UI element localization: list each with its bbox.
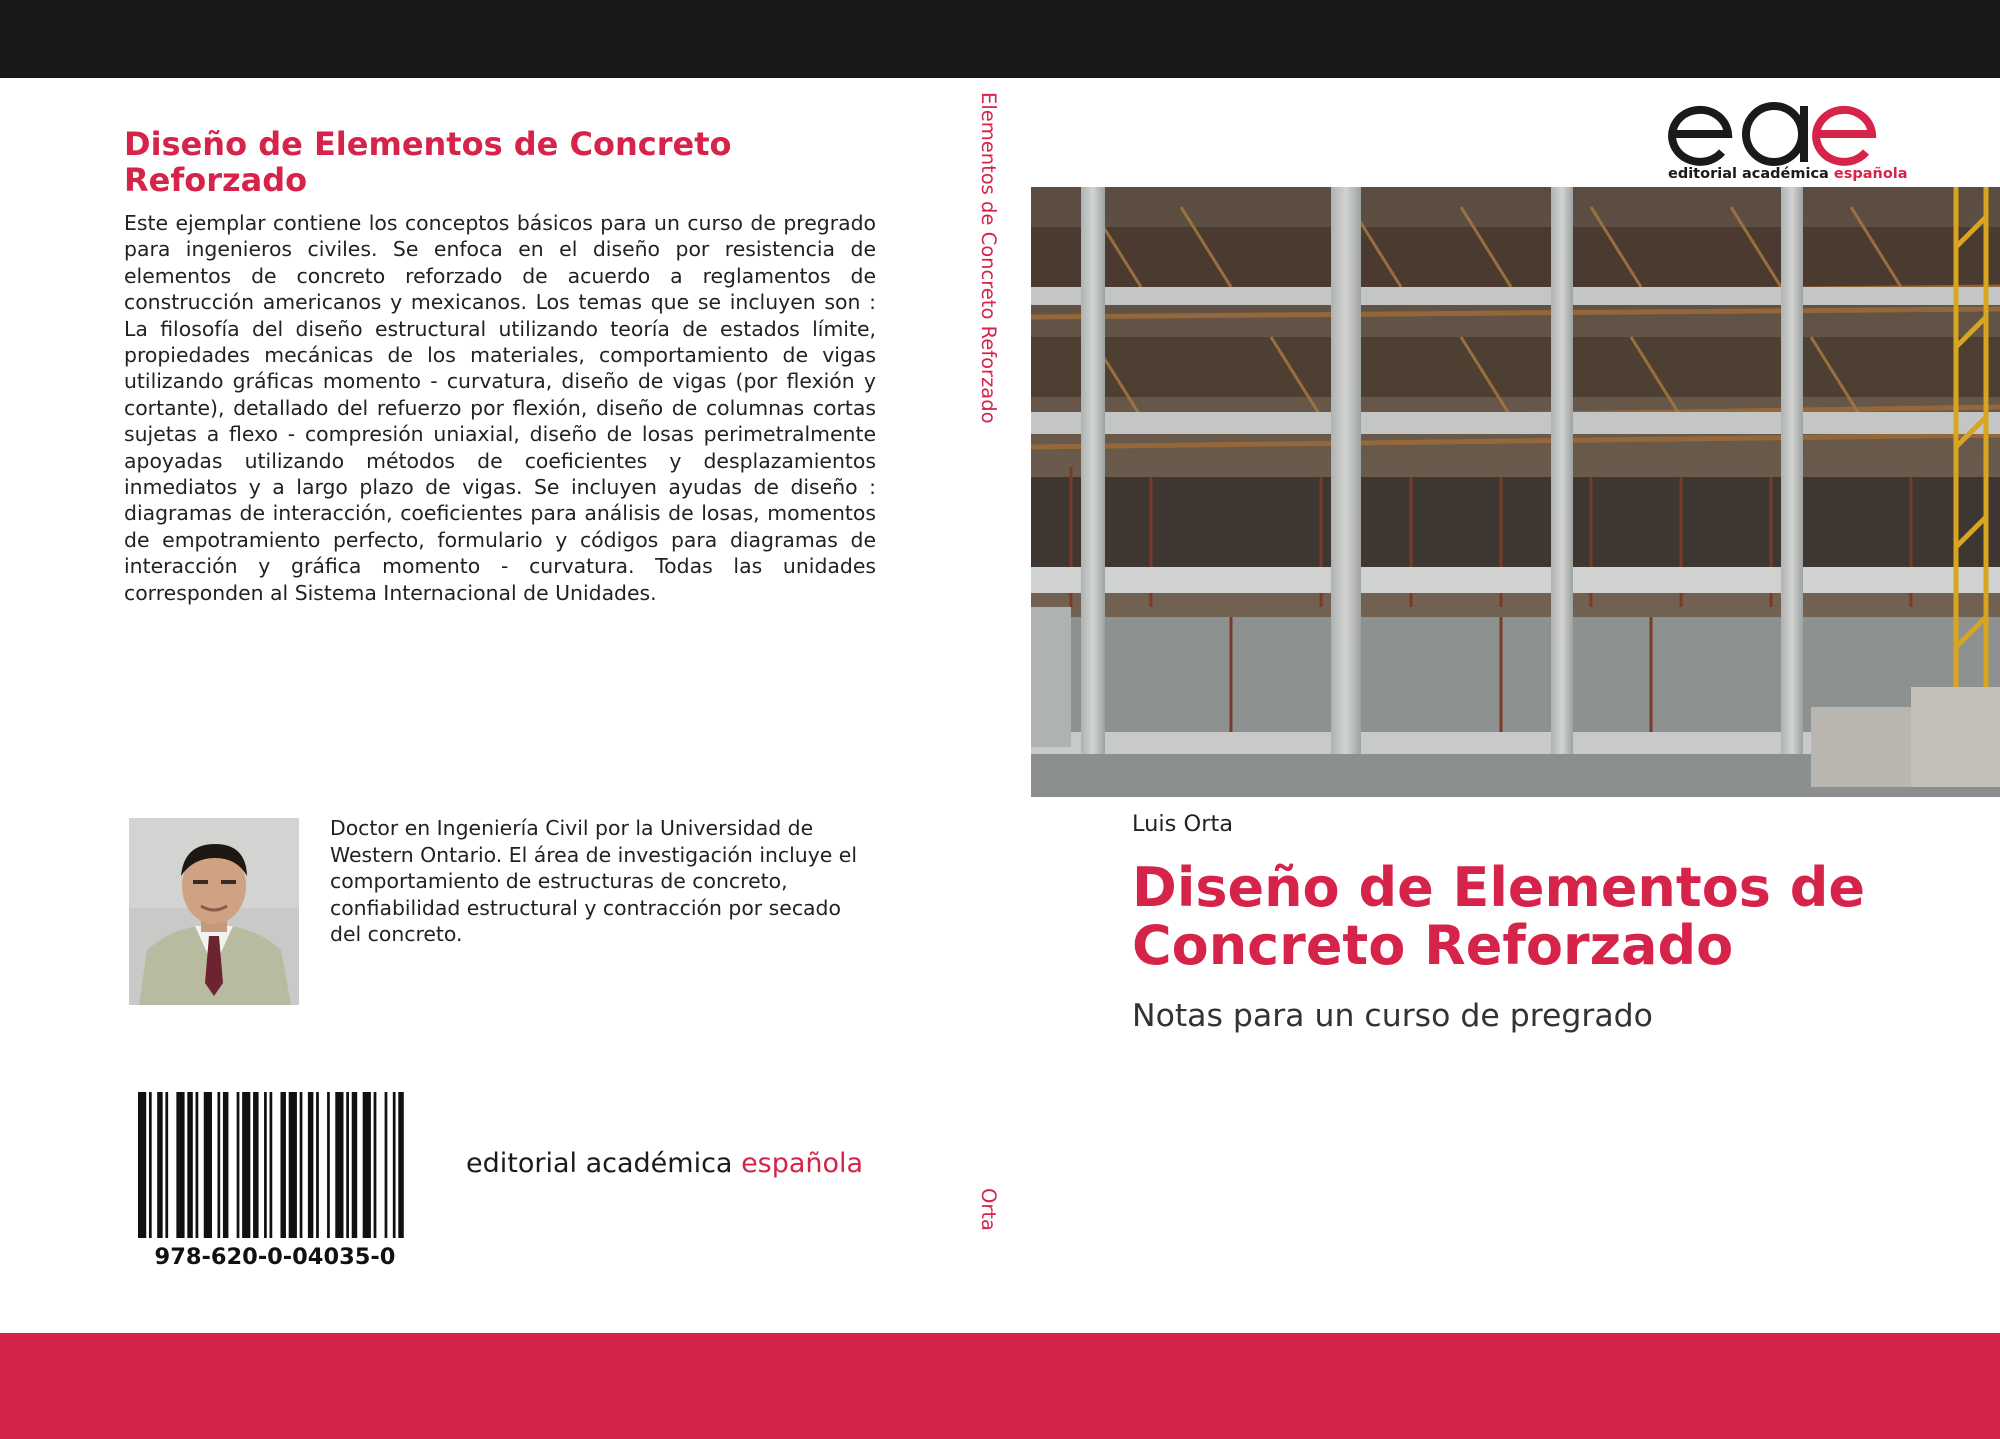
eae-logo-icon: [1666, 96, 1884, 166]
logo-caption-main: editorial académica: [1668, 166, 1834, 182]
barcode-bar: [242, 1092, 250, 1238]
barcode-bar: [176, 1092, 184, 1238]
barcode-bar: [138, 1092, 146, 1238]
front-cover-author: Luis Orta: [1132, 811, 1234, 837]
barcode-bar: [385, 1092, 388, 1238]
barcode-bar: [217, 1092, 220, 1238]
barcode-bar: [165, 1092, 168, 1238]
author-photo: [129, 818, 299, 1005]
back-cover-title: Diseño de Elementos de Concreto Reforzado: [124, 125, 732, 199]
barcode-bar: [253, 1092, 258, 1238]
cover-photo: [1031, 187, 2000, 797]
top-band: [0, 0, 2000, 78]
barcode-bar: [300, 1092, 303, 1238]
barcode-bar: [223, 1092, 228, 1238]
barcode-bar: [316, 1092, 319, 1238]
barcode-bar: [308, 1092, 313, 1238]
front-cover-subtitle: Notas para un curso de pregrado: [1132, 998, 1653, 1034]
back-publisher-name: [466, 1148, 863, 1179]
barcode-bar: [264, 1092, 267, 1238]
bottom-band: [0, 1333, 2000, 1439]
barcode-bar: [327, 1092, 330, 1238]
barcode-bar: [270, 1092, 273, 1238]
author-bio: Doctor en Ingeniería Civil por la Universidad de Western Ontario. El área de investigación incluye el comportamiento de estructuras de concreto, confiabilidad estructural y contracción por secado del concreto.: [330, 816, 858, 946]
barcode-bar: [346, 1092, 349, 1238]
barcode-bar: [335, 1092, 343, 1238]
barcode-bar: [393, 1092, 396, 1238]
barcode-bar: [398, 1092, 403, 1238]
barcode-bar: [204, 1092, 212, 1238]
barcode-bar: [237, 1092, 240, 1238]
barcode-bar: [157, 1092, 162, 1238]
barcode-bar: [289, 1092, 297, 1238]
barcode-bar: [352, 1092, 357, 1238]
spine-title: Elementos de Concreto Reforzado: [977, 92, 1000, 424]
barcode-bar: [280, 1092, 285, 1238]
barcode-bar: [149, 1092, 152, 1238]
back-cover-description: Este ejemplar contiene los conceptos básicos para un curso de pregrado para ingenieros civiles. Se enfoca en el diseño por resistencia de elementos de concreto reforzado de acuerdo a reglamentos de construcción americanos y mexicanos. Los temas que se incluyen son : La filosofía del diseño estructural utilizando teoría de estados límite, propiedades mecánicas de los materiales, comportamiento de vigas utilizando gráficas momento - curvatura, diseño de vigas (por flexión y cortante), detallado del refuerzo por flexión, diseño de columnas cortas sujetas a flexo - compresión uniaxial, diseño de losas perimetralmente apoyadas utilizando métodos de coeficientes y desplazamientos inmediatos y a largo plazo de vigas. Se incluyen ayudas de diseño : diagramas de interacción, coeficientes para análisis de losas, momentos de empotramiento perfecto, formulario y códigos para diagramas de interacción y gráfica momento - curvatura. Todas las unidades corresponden al Sistema Internacional de Unidades.: [124, 211, 876, 605]
back-publisher-accent: española: [741, 1148, 864, 1179]
barcode-bar: [363, 1092, 371, 1238]
barcode-bar: [374, 1092, 377, 1238]
barcode-bar: [187, 1092, 192, 1238]
front-cover-title: Diseño de Elementos de Concreto Reforzado: [1132, 856, 1866, 977]
isbn-barcode: [138, 1092, 412, 1238]
back-publisher-main: editorial académica: [466, 1148, 742, 1179]
barcode-bar: [196, 1092, 199, 1238]
spine-author: Orta: [977, 1188, 1000, 1231]
logo-caption: [1668, 166, 1908, 182]
logo-caption-accent: española: [1833, 166, 1908, 182]
isbn-number: 978-620-0-04035-0: [154, 1244, 396, 1270]
